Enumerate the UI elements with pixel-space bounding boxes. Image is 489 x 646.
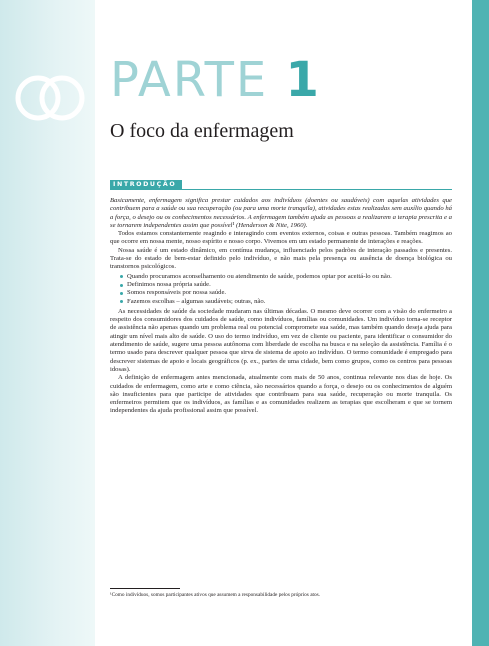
list-item: Definimos nossa própria saúde.: [120, 281, 452, 289]
body-text: [110, 197, 452, 416]
part-number: 1: [285, 52, 321, 108]
paragraph: As necessidades de saúde da sociedade mudaram nas últimas décadas. O mesmo deve ocorrer com a visão do enfermeiro a respeito dos consumidores dos cuidados de saúde, como indivíduos, famílias ou comunidades. Um indivíduo torna-se receptor de assistência não apenas quando um problema real ou potencial compromete sua saúde, mas também quando deseja ajuda para atingir um nível mais alto de saúde. O uso do termo indivíduo, em vez de cliente ou paciente, para identificar o consumidor do atendimento de saúde, sugere uma pessoa autônoma com liberdade de escolha na busca e na seleção da assistência. Família é o termo usado para descrever qualquer pessoa que sirva de sistema de apoio ao indivíduo. O termo comunidade é empregado para descrever sistemas de apoio e locais geográficos (p. ex., partes de uma cidade, bem como grupos, como os centros para pessoas idosas).: [110, 307, 452, 373]
interlocking-rings-icon: [10, 58, 90, 138]
paragraph: Todos estamos constantemente reagindo e interagindo com eventos externos, coisas e outras pessoas. Também reagimos ao que ocorre em nossa mente, nosso espírito e nosso corpo. Vivemos em um estado permanente de interações e reações.: [110, 230, 452, 246]
bullet-icon: [120, 275, 123, 278]
paragraph: A definição de enfermagem antes mencionada, atualmente com mais de 50 anos, continua relevante nos dias de hoje. Os cuidados de enfermagem, como arte e como ciência, são necessários quando a força, o desejo ou os conhecimentos de alguém são insuficientes para que participe de atividades que contribuam para sua saúde, recuperação ou morte tranquila. Os enfermeiros permitem que os indivíduos, as famílias e as comunidades realizem as terapias que escolheram e que se tornem independentes da ajuda profissional assim que possível.: [110, 374, 452, 415]
bullet-icon: [120, 300, 123, 303]
part-word: PARTE: [110, 52, 269, 108]
section-divider: [182, 189, 452, 190]
list-item: Fazemos escolhas – algumas saudáveis; outras, não.: [120, 298, 452, 306]
bullet-icon: [120, 292, 123, 295]
footnote-divider: [110, 588, 180, 589]
bullet-icon: [120, 284, 123, 287]
list-item: Somos responsáveis por nossa saúde.: [120, 289, 452, 297]
right-edge-band: [472, 0, 489, 646]
list-item: Quando procuramos aconselhamento ou atendimento de saúde, podemos optar por aceitá-lo ou não.: [120, 273, 452, 281]
section-label: INTRODUÇÃO: [113, 181, 177, 188]
definition-paragraph: Basicamente, enfermagem significa prestar cuidados aos indivíduos (doentes ou saudáveis) com aquelas atividades que contribuem para a saúde ou sua recuperação (ou para uma morte tranquila), atividades estas realizadas sem auxílio quando há a força, o desejo ou os conhecimentos necessários. A enfermagem também ajuda as pessoas a realizarem a terapia prescrita e a se tornarem independentes assim que possível¹ (Henderson & Nite, 1960).: [110, 197, 452, 229]
bullet-list: [110, 273, 452, 306]
section-header: [110, 180, 182, 190]
part-title: [110, 52, 321, 108]
chapter-title: O foco da enfermagem: [110, 120, 294, 142]
paragraph: Nossa saúde é um estado dinâmico, em contínua mudança, influenciado pelos padrões de interação passados e presentes. Trata-se do estado de bem-estar definido pelo indivíduo, e não mais pela presença ou ausência de doença biológica ou transtornos psicológicos.: [110, 246, 452, 271]
left-decorative-band: [0, 0, 95, 646]
footnote: ¹Como indivíduos, somos participantes ativos que assumem a responsabilidade pelos próprios atos.: [110, 592, 321, 598]
